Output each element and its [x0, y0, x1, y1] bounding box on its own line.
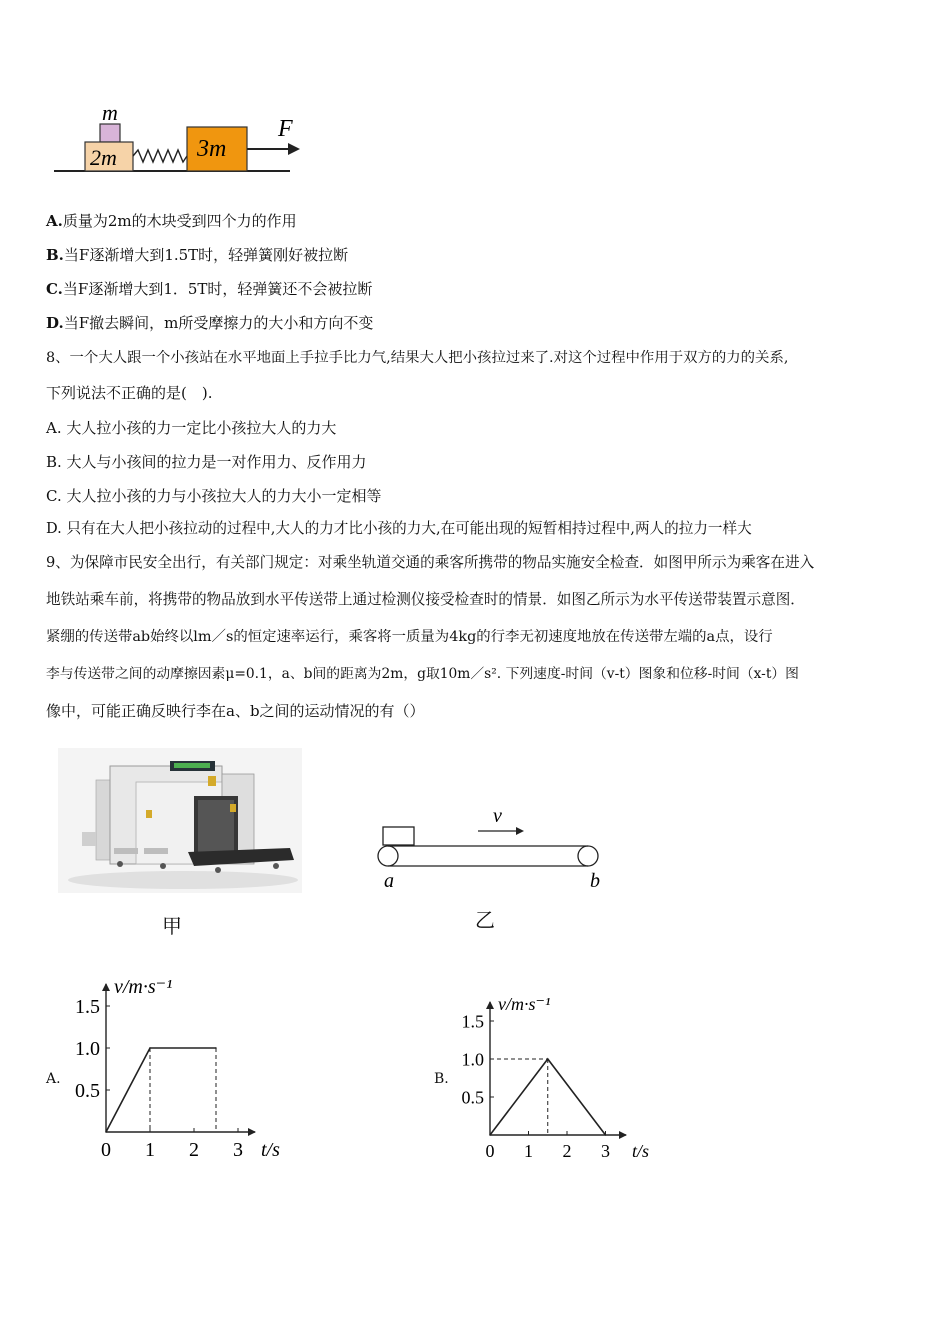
q8-option-a: A. 大人拉小孩的力一定比小孩拉大人的力大: [46, 419, 337, 437]
force-arrowhead: [288, 143, 300, 155]
q7-option-b: [46, 245, 348, 265]
caption-yi: 乙: [475, 908, 495, 932]
data-point: [547, 1058, 549, 1060]
label-a: a: [384, 870, 394, 892]
option-text: 当F逐渐增大到1.5T时，轻弹簧刚好被拉断: [63, 246, 349, 264]
label-3m: 3m: [197, 136, 227, 162]
chart-b-option-label: B.: [434, 1071, 449, 1087]
option-letter: D.: [46, 314, 64, 332]
option-text: 当F逐渐增大到1．5T时，轻弹簧还不会被拉断: [62, 280, 373, 298]
velocity-series-line: [106, 1048, 216, 1132]
y-axis-arrowhead: [486, 1001, 494, 1009]
y-axis-label: v/m·s⁻¹: [114, 976, 173, 998]
q8-stem-line2: 下列说法不正确的是( ).: [46, 384, 213, 402]
y-tick-label: 1.0: [75, 1038, 100, 1060]
x-tick-label: 2: [562, 1141, 572, 1161]
option-letter: B.: [46, 246, 64, 264]
chart-a-vt-graph: [60, 970, 300, 1170]
chart-b-vt-graph: [448, 990, 668, 1175]
blocks-spring-figure: [50, 102, 310, 177]
x-tick-label: 3: [601, 1141, 610, 1161]
q8-option-b: B. 大人与小孩间的拉力是一对作用力、反作用力: [46, 453, 367, 471]
y-tick-label: 1.0: [461, 1049, 484, 1070]
q7-option-d: [46, 313, 373, 333]
x-tick-label: 0: [101, 1139, 111, 1161]
q9-line4: 李与传送带之间的动摩擦因素μ=0.1，a、b间的距离为2m，g取10m／s². 下列速度-时间（v-t）图象和位移-时间（x-t）图: [46, 666, 799, 682]
q8-stem-line1: 8、一个大人跟一个小孩站在水平地面上手拉手比力气,结果大人把小孩拉过来了.对这个过程中作用于双方的力的关系,: [46, 350, 789, 366]
option-text: 当F撤去瞬间，m所受摩擦力的大小和方向不变: [63, 314, 374, 332]
velocity-arrowhead: [516, 827, 524, 835]
q9-line2: 地铁站乘车前，将携带的物品放到水平传送带上通过检测仪接受检查时的情景．如图乙所示为水平传送带装置示意图．: [46, 591, 805, 608]
y-tick-label: 1.5: [461, 1011, 484, 1032]
x-axis-label: t/s: [261, 1139, 280, 1161]
luggage-box: [383, 827, 414, 845]
conveyor-diagram: [368, 805, 613, 895]
data-point: [605, 1134, 607, 1136]
x-tick-label: 0: [485, 1141, 495, 1161]
option-letter: C.: [46, 280, 63, 298]
chart-a-option-label: A.: [46, 1071, 61, 1087]
caption-jia: 甲: [162, 914, 182, 938]
roller-a: [378, 846, 398, 866]
q9-line3: 紧绷的传送带ab始终以lm／s的恒定速率运行，乘客将一质量为4kg的行李无初速度地放在传送带左端的a点，设行: [46, 629, 773, 645]
data-point: [489, 1134, 491, 1136]
y-tick-label: 0.5: [461, 1087, 484, 1108]
data-point: [149, 1047, 151, 1049]
label-v: v: [493, 805, 502, 827]
q7-option-c: [46, 279, 372, 299]
spring: [133, 150, 187, 162]
data-point: [215, 1047, 217, 1049]
y-tick-label: 1.5: [75, 996, 100, 1018]
label-m: m: [102, 102, 118, 125]
x-tick-label: 2: [189, 1139, 199, 1161]
x-tick-label: 3: [233, 1139, 243, 1161]
roller-b: [578, 846, 598, 866]
label-F: F: [278, 116, 293, 142]
x-tick-label: 1: [524, 1141, 533, 1161]
y-tick-label: 0.5: [75, 1080, 100, 1102]
x-axis-arrowhead: [619, 1131, 627, 1139]
label-b: b: [590, 870, 600, 892]
x-axis-label: t/s: [632, 1141, 650, 1161]
y-axis-arrowhead: [102, 983, 110, 991]
data-point: [105, 1131, 107, 1133]
q9-line1: 9、为保障市民安全出行，有关部门规定：对乘坐轨道交通的乘客所携带的物品实施安全检查．如图甲所示为乘客在进入: [46, 554, 815, 571]
q8-option-c: C. 大人拉小孩的力与小孩拉大人的力大小一定相等: [46, 487, 382, 505]
block-m: [100, 124, 120, 142]
option-letter: A.: [46, 212, 63, 230]
label-2m: 2m: [90, 145, 117, 170]
x-tick-label: 1: [145, 1139, 155, 1161]
option-text: 质量为2m的木块受到四个力的作用: [62, 212, 297, 230]
q8-option-d: D. 只有在大人把小孩拉动的过程中,大人的力才比小孩的力大,在可能出现的短暂相持过程中,两人的拉力一样大: [46, 520, 752, 537]
y-axis-label: v/m·s⁻¹: [498, 994, 551, 1015]
xray-machine-photo: [58, 748, 302, 893]
q9-line5: 像中，可能正确反映行李在a、b之间的运动情况的有（）: [46, 702, 425, 720]
x-axis-arrowhead: [248, 1128, 256, 1136]
q7-option-a: [46, 211, 297, 231]
